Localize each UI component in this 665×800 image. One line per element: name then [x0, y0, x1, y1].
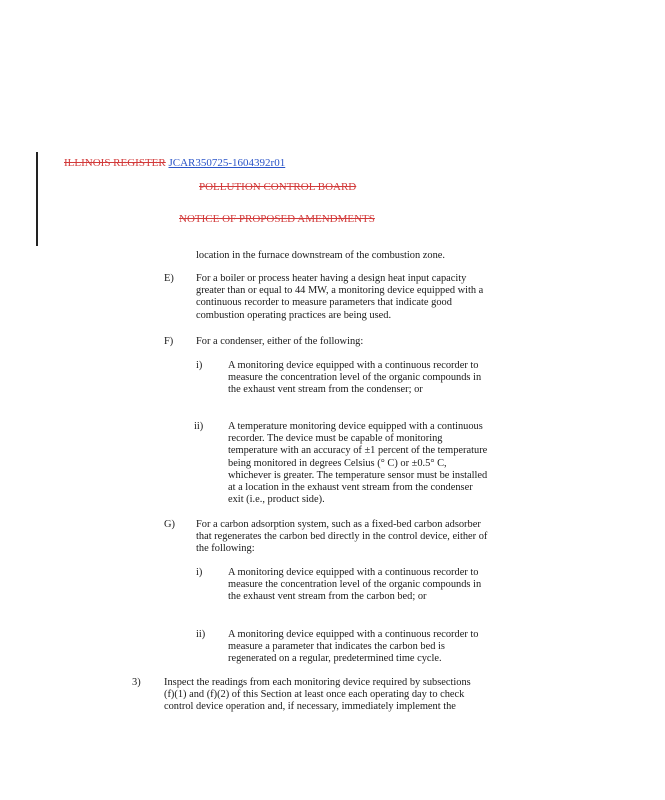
item-3-text: Inspect the readings from each monitoring device required by subsections (f)(1) and (f)(2) of this Section at least once each operating day to check control device operation and, if necessary, immediately implement the [164, 677, 471, 713]
change-bar [36, 152, 38, 246]
continuation-text: location in the furnace downstream of the combustion zone. [196, 250, 446, 261]
item-3-label: 3) [132, 677, 141, 688]
jcar-code: JCAR350725-1604392r01 [168, 157, 286, 169]
item-g-i-text: A monitoring device equipped with a continuous recorder to measure the concentration level of the organic compounds in the exhaust vent stream from the carbon bed; or [228, 567, 482, 603]
item-e-text: For a boiler or process heater having a design heat input capacity greater than or equal to 44 MW, a monitoring device equipped with a continuous recorder to measure parameters that indicate good combustion operating practices are being used. [196, 273, 484, 321]
board-header: POLLUTION CONTROL BOARD [199, 181, 357, 193]
item-g-label: G) [164, 519, 175, 530]
register-struck-text: ILLINOIS REGISTER [64, 157, 166, 169]
register-header [64, 157, 285, 170]
item-f-label: F) [164, 336, 174, 347]
item-g-text: For a carbon adsorption system, such as a fixed-bed carbon adsorber that regenerates the carbon bed directly in the control device, either of the following: [196, 519, 488, 555]
item-f-ii-text: A temperature monitoring device equipped with a continuous recorder. The device must be capable of monitoring temperature with an accuracy of ±1 percent of the temperature being monitored in degrees Celsius (° C) or ±0.5° C, whichever is greater. The temperature sensor must be installed at a location in the exhaust vent stream from the condenser exit (i.e., product side). [228, 421, 488, 506]
item-g-ii-text: A monitoring device equipped with a continuous recorder to measure a parameter that indicates the carbon bed is regenerated on a regular, predetermined time cycle. [228, 629, 479, 665]
item-f-text: For a condenser, either of the following: [196, 336, 364, 347]
item-g-i-label: i) [196, 567, 203, 578]
item-g-ii-label: ii) [196, 629, 206, 640]
item-f-i-text: A monitoring device equipped with a continuous recorder to measure the concentration level of the organic compounds in the exhaust vent stream from the condenser; or [228, 360, 482, 396]
item-f-ii-label: ii) [194, 421, 204, 432]
notice-header: NOTICE OF PROPOSED AMENDMENTS [179, 213, 375, 225]
item-e-label: E) [164, 273, 174, 284]
item-f-i-label: i) [196, 360, 203, 371]
